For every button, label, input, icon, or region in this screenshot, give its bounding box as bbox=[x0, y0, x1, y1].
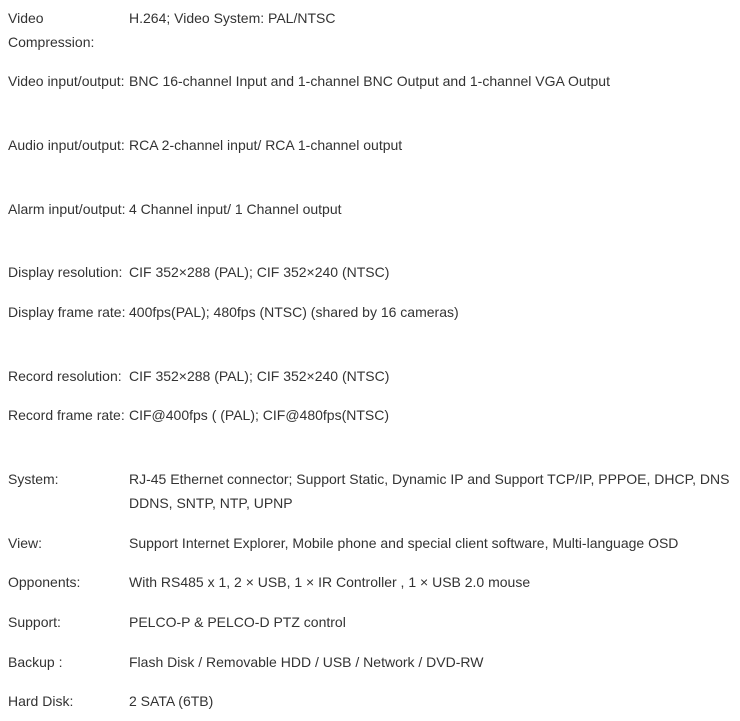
spec-label: Display resolution: bbox=[8, 264, 123, 280]
spec-label: Display frame rate: bbox=[8, 304, 126, 320]
spec-value: PELCO-P & PELCO-D PTZ control bbox=[129, 614, 346, 630]
spec-value: With RS485 x 1, 2 × USB, 1 × IR Controller , 1 × USB 2.0 mouse bbox=[129, 574, 531, 590]
spec-label: Video input/output: bbox=[8, 73, 125, 89]
spec-label: Record resolution: bbox=[8, 368, 122, 384]
spec-value: Support Internet Explorer, Mobile phone and special client software, Multi-language OSD bbox=[129, 535, 679, 551]
spec-value: Flash Disk / Removable HDD / USB / Network / DVD-RW bbox=[129, 654, 484, 670]
spec-label: Audio input/output: bbox=[8, 137, 125, 153]
spec-label: Support: bbox=[8, 614, 61, 630]
spec-label: Alarm input/output: bbox=[8, 201, 126, 217]
spec-label: Record frame rate: bbox=[8, 407, 125, 423]
spec-value: 4 Channel input/ 1 Channel output bbox=[129, 201, 342, 217]
spec-value: BNC 16-channel Input and 1-channel BNC Output and 1-channel VGA Output bbox=[129, 73, 610, 89]
spec-value: CIF 352×288 (PAL); CIF 352×240 (NTSC) bbox=[129, 264, 390, 280]
spec-label: Backup : bbox=[8, 654, 63, 670]
spec-value: RJ-45 Ethernet connector; Support Static, Dynamic IP and Support TCP/IP, PPPOE, DHCP, DNS DDNS, SNTP, NTP, UPNP bbox=[129, 471, 730, 511]
spec-label: Opponents: bbox=[8, 574, 81, 590]
spec-label: Video Compression: bbox=[8, 10, 95, 50]
spec-value: RCA 2-channel input/ RCA 1-channel output bbox=[129, 137, 403, 153]
spec-label: System: bbox=[8, 471, 59, 487]
spec-value: H.264; Video System: PAL/NTSC bbox=[129, 10, 336, 26]
spec-label: Hard Disk: bbox=[8, 693, 74, 709]
spec-value: CIF 352×288 (PAL); CIF 352×240 (NTSC) bbox=[129, 368, 390, 384]
spec-label: View: bbox=[8, 535, 42, 551]
spec-value: 400fps(PAL); 480fps (NTSC) (shared by 16 cameras) bbox=[129, 304, 459, 320]
spec-value: CIF@400fps ( (PAL); CIF@480fps(NTSC) bbox=[129, 407, 389, 423]
spec-value: 2 SATA (6TB) bbox=[129, 693, 214, 709]
